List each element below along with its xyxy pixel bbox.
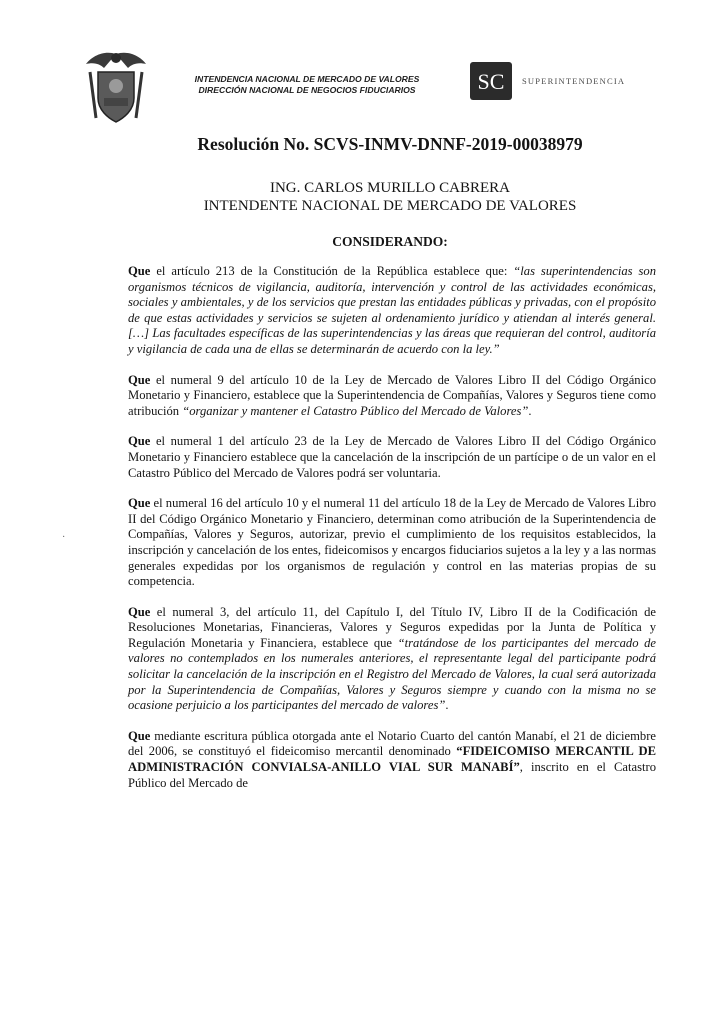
paragraph	[128, 605, 656, 714]
paragraph	[128, 496, 656, 590]
paragraph-lead: Que	[128, 496, 151, 511]
paragraph-quote: “las superintendencias son organismos técnicos de vigilancia, auditoría, intervención y control de las actividades económicas, sociales y ambientales, y de los servicios que prestan las entidades públicas y privadas, con el propósito de que estas actividades y servicios se sujeten al ordenamiento jurídico y atiendan al interés general. […] Las facultades específicas de las superintendencias y las áreas que requieran del control, auditoría y vigilancia de cada una de ellas se determinarán de acuerdo con la ley.”	[128, 264, 656, 356]
paragraph-quote: “organizar y mantener el Catastro Público del Mercado de Valores”	[182, 403, 529, 418]
brand-name: SUPERINTENDENCIA	[522, 76, 626, 86]
paragraph-text: el numeral 1 del artículo 23 de la Ley de Mercado de Valores Libro II del Código Orgánico Monetario y Financiero establece que la cancelación de la inscripción de un partícipe o de un valor en el Catastro Público del Mercado de Valores podrá ser voluntaria.	[128, 434, 656, 480]
official-role: INTENDENTE NACIONAL DE MERCADO DE VALORES	[203, 198, 577, 214]
agency-line-2: DIRECCIÓN NACIONAL DE NEGOCIOS FIDUCIARIOS	[198, 85, 416, 95]
superintendencia-logo	[470, 62, 512, 100]
paragraph-tail: .	[445, 698, 449, 713]
paragraph	[128, 264, 656, 358]
official-name: ING. CARLOS MURILLO CABRERA	[269, 180, 510, 196]
paragraph-lead: Que	[128, 728, 151, 743]
scan-mark: ·	[62, 532, 66, 543]
paragraph-text: mediante escritura pública otorgada ante el Notario Cuarto del cantón Manabí, el 21 de diciembre del 2006, se constituyó el fideicomiso mercantil denominado	[128, 728, 656, 759]
paragraph-lead: Que	[128, 434, 151, 449]
paragraph	[128, 434, 656, 481]
paragraph-lead: Que	[128, 264, 151, 278]
paragraph-lead: Que	[128, 604, 151, 619]
section-heading: CONSIDERANDO:	[332, 234, 448, 249]
paragraph-text: el numeral 9 del artículo 10 de la Ley de Mercado de Valores Libro II del Código Orgánico Monetario y Financiero, establece que la Superintendencia de Compañías, Valores y Seguros tiene como atribución	[128, 372, 656, 418]
paragraph-tail: , inscrito en el Catastro Público del Mercado de	[128, 760, 656, 790]
paragraph-text: el numeral 16 del artículo 10 y el numeral 11 del artículo 18 de la Ley de Mercado de Valores Libro II del Código Orgánico Monetario y Financiero, determinan como atribución de la Superintendencia de Compañías, Valores y Seguros, autorizar, previo el cumplimiento de los requisitos establecidos, la inscripción y cancelación de los entes, fideicomisos y encargos fiduciarios sujetos a la ley y a las normas generales expedidas por los organismos de regulación y control en las materias propias de su competencia.	[128, 496, 656, 589]
paragraph-text: el numeral 3, del artículo 11, del Capítulo I, del Título IV, Libro II de la Codificación de Resoluciones Monetarias, Financieras, Valores y Seguros expedidas por la Junta de Política y Regulación Monetaria y Financiera, establece que	[128, 604, 656, 650]
paragraph-quote: “tratándose de los participantes del mercado de valores no contemplados en los numerales anteriores, el representante legal del participante podrá solicitar la cancelación de la inscripción en el Registro del Mercado de Valores, la cual será autorizada por la Superintendencia de Compañías, Valores y Seguros siempre y cuando con la misma no se ocasione perjuicio a los participantes del mercado de valores”	[128, 635, 657, 713]
resolution-title: Resolución No. SCVS-INMV-DNNF-2019-00038979	[197, 134, 583, 154]
agency-header	[172, 74, 442, 96]
paragraph	[128, 729, 656, 791]
paragraph-tail: .	[528, 403, 532, 418]
trust-name: “FIDEICOMISO MERCANTIL DE ADMINISTRACIÓN CONVIALSA-ANILLO VIAL SUR MANABÍ”	[128, 744, 656, 775]
paragraph	[128, 373, 656, 420]
logo-letters: SC	[477, 69, 505, 94]
coat-of-arms-icon	[84, 48, 148, 126]
paragraph-lead: Que	[128, 372, 151, 387]
agency-line-1: INTENDENCIA NACIONAL DE MERCADO DE VALORES	[194, 74, 420, 84]
paragraph-text: el artículo 213 de la Constitución de la República establece que:	[150, 264, 514, 278]
document-body	[128, 264, 656, 806]
